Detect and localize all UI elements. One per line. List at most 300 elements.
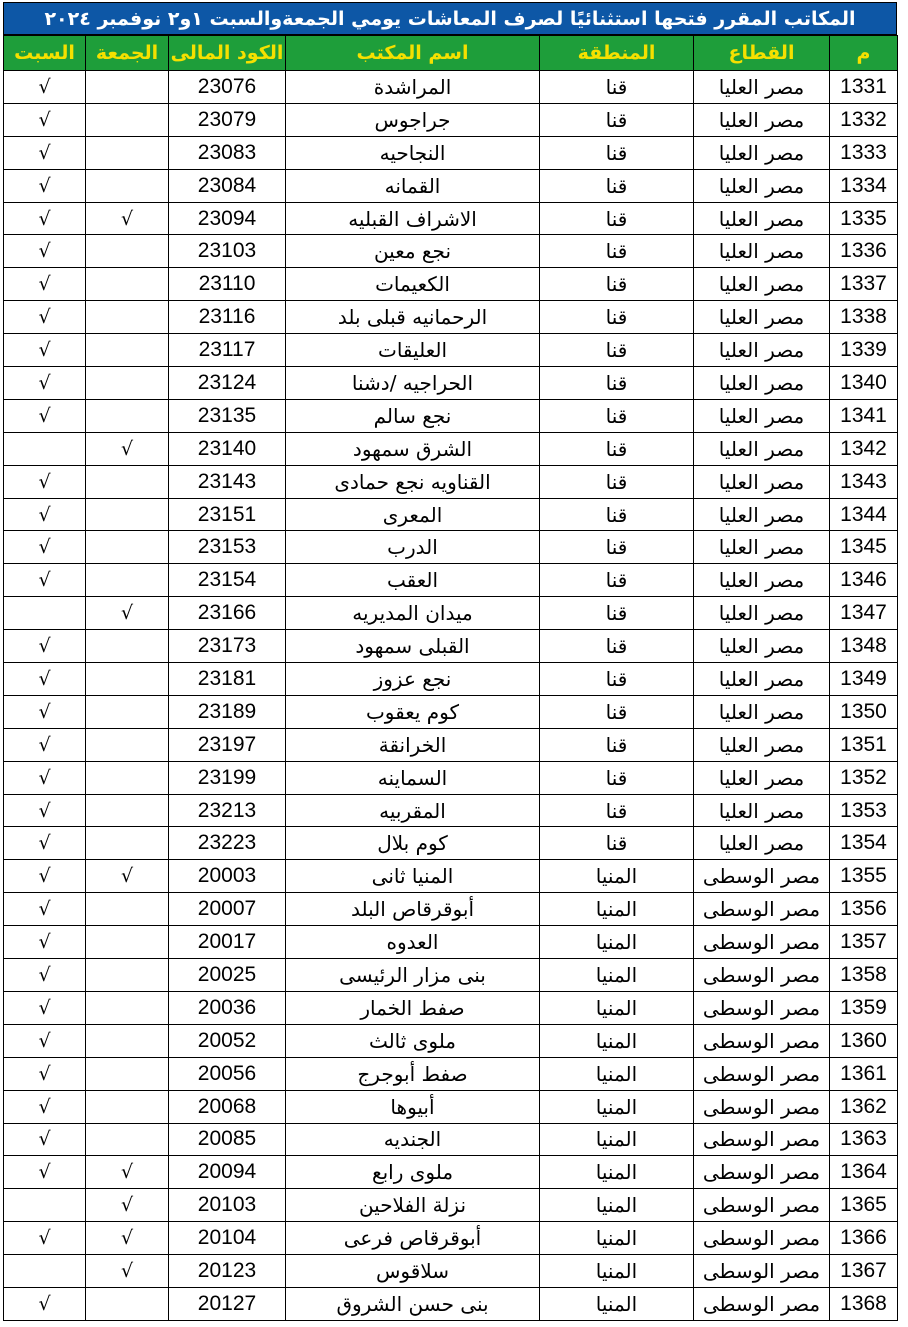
cell-num: 1334: [830, 169, 898, 202]
cell-num: 1368: [830, 1287, 898, 1320]
cell-code: 20103: [169, 1189, 286, 1222]
cell-saturday: √: [4, 399, 86, 432]
cell-num: 1346: [830, 564, 898, 597]
cell-region: قنا: [540, 761, 694, 794]
cell-saturday: [4, 432, 86, 465]
cell-num: 1358: [830, 959, 898, 992]
cell-office: السماينه: [286, 761, 540, 794]
cell-code: 23189: [169, 695, 286, 728]
cell-saturday: √: [4, 1090, 86, 1123]
cell-office: أبوقرقاص البلد: [286, 893, 540, 926]
cell-region: قنا: [540, 367, 694, 400]
cell-num: 1332: [830, 103, 898, 136]
cell-region: المنيا: [540, 959, 694, 992]
table-row: [4, 334, 898, 367]
cell-region: المنيا: [540, 860, 694, 893]
cell-friday: √: [86, 860, 169, 893]
cell-sector: مصر الوسطى: [694, 1123, 830, 1156]
cell-office: نجع سالم: [286, 399, 540, 432]
header-sector: القطاع: [694, 36, 830, 71]
cell-saturday: √: [4, 71, 86, 104]
cell-region: قنا: [540, 597, 694, 630]
cell-saturday: [4, 597, 86, 630]
cell-region: قنا: [540, 827, 694, 860]
cell-region: قنا: [540, 465, 694, 498]
cell-num: 1340: [830, 367, 898, 400]
cell-sector: مصر العليا: [694, 432, 830, 465]
cell-saturday: √: [4, 1287, 86, 1320]
cell-friday: [86, 827, 169, 860]
cell-sector: مصر العليا: [694, 761, 830, 794]
cell-saturday: √: [4, 334, 86, 367]
table-row: [4, 1123, 898, 1156]
cell-sector: مصر الوسطى: [694, 1255, 830, 1288]
cell-friday: [86, 1287, 169, 1320]
cell-saturday: √: [4, 860, 86, 893]
cell-code: 23173: [169, 630, 286, 663]
cell-num: 1364: [830, 1156, 898, 1189]
cell-num: 1331: [830, 71, 898, 104]
cell-region: قنا: [540, 103, 694, 136]
cell-region: قنا: [540, 202, 694, 235]
cell-friday: [86, 498, 169, 531]
cell-code: 20052: [169, 1024, 286, 1057]
cell-saturday: √: [4, 1222, 86, 1255]
cell-num: 1343: [830, 465, 898, 498]
cell-office: كوم بلال: [286, 827, 540, 860]
cell-friday: √: [86, 202, 169, 235]
cell-friday: [86, 169, 169, 202]
table-row: [4, 367, 898, 400]
cell-region: قنا: [540, 564, 694, 597]
cell-friday: √: [86, 1255, 169, 1288]
cell-sector: مصر الوسطى: [694, 1057, 830, 1090]
cell-office: المراشدة: [286, 71, 540, 104]
page-title: المكاتب المقرر فتحها استثنائيًا لصرف المعاشات يومي الجمعةوالسبت ١و٢ نوفمبر ٢٠٢٤: [3, 2, 897, 35]
cell-code: 23135: [169, 399, 286, 432]
cell-region: المنيا: [540, 1123, 694, 1156]
cell-friday: [86, 926, 169, 959]
table-row: [4, 498, 898, 531]
cell-code: 20017: [169, 926, 286, 959]
cell-saturday: √: [4, 564, 86, 597]
cell-sector: مصر العليا: [694, 235, 830, 268]
cell-region: قنا: [540, 235, 694, 268]
cell-num: 1362: [830, 1090, 898, 1123]
cell-sector: مصر الوسطى: [694, 959, 830, 992]
cell-code: 23083: [169, 136, 286, 169]
cell-saturday: √: [4, 827, 86, 860]
cell-saturday: √: [4, 268, 86, 301]
cell-office: ميدان المديريه: [286, 597, 540, 630]
cell-code: 20056: [169, 1057, 286, 1090]
cell-num: 1351: [830, 728, 898, 761]
cell-office: بنى مزار الرئيسى: [286, 959, 540, 992]
cell-code: 23084: [169, 169, 286, 202]
cell-office: المعرى: [286, 498, 540, 531]
table-row: [4, 959, 898, 992]
table-row: [4, 860, 898, 893]
cell-sector: مصر الوسطى: [694, 1222, 830, 1255]
cell-sector: مصر العليا: [694, 367, 830, 400]
table-row: [4, 827, 898, 860]
cell-region: قنا: [540, 301, 694, 334]
cell-office: الرحمانيه قبلى بلد: [286, 301, 540, 334]
cell-region: المنيا: [540, 926, 694, 959]
cell-code: 20104: [169, 1222, 286, 1255]
cell-code: 23154: [169, 564, 286, 597]
cell-saturday: [4, 1189, 86, 1222]
cell-friday: √: [86, 1222, 169, 1255]
cell-office: بنى حسن الشروق: [286, 1287, 540, 1320]
cell-num: 1342: [830, 432, 898, 465]
cell-sector: مصر العليا: [694, 564, 830, 597]
cell-code: 20127: [169, 1287, 286, 1320]
cell-office: صفط أبوجرج: [286, 1057, 540, 1090]
cell-num: 1363: [830, 1123, 898, 1156]
cell-code: 20123: [169, 1255, 286, 1288]
cell-saturday: √: [4, 103, 86, 136]
cell-num: 1352: [830, 761, 898, 794]
table-header-row: [4, 36, 898, 71]
cell-friday: [86, 728, 169, 761]
offices-table: [3, 35, 898, 1321]
cell-saturday: √: [4, 728, 86, 761]
cell-friday: [86, 630, 169, 663]
cell-office: القمانه: [286, 169, 540, 202]
cell-num: 1367: [830, 1255, 898, 1288]
cell-region: قنا: [540, 498, 694, 531]
cell-friday: [86, 959, 169, 992]
cell-friday: [86, 695, 169, 728]
cell-code: 23117: [169, 334, 286, 367]
table-row: [4, 202, 898, 235]
cell-office: أبيوها: [286, 1090, 540, 1123]
cell-num: 1347: [830, 597, 898, 630]
cell-sector: مصر الوسطى: [694, 926, 830, 959]
table-row: [4, 1024, 898, 1057]
cell-region: المنيا: [540, 1287, 694, 1320]
cell-office: الكعيمات: [286, 268, 540, 301]
cell-region: قنا: [540, 695, 694, 728]
cell-office: النجاحيه: [286, 136, 540, 169]
cell-office: ملوى ثالث: [286, 1024, 540, 1057]
cell-num: 1353: [830, 794, 898, 827]
cell-region: المنيا: [540, 1057, 694, 1090]
cell-office: الشرق سمهود: [286, 432, 540, 465]
cell-sector: مصر العليا: [694, 71, 830, 104]
cell-office: جراجوس: [286, 103, 540, 136]
cell-sector: مصر العليا: [694, 531, 830, 564]
cell-sector: مصر العليا: [694, 695, 830, 728]
cell-region: المنيا: [540, 1024, 694, 1057]
cell-saturday: √: [4, 663, 86, 696]
cell-num: 1344: [830, 498, 898, 531]
cell-sector: مصر العليا: [694, 728, 830, 761]
offices-sheet: [3, 2, 897, 1321]
cell-code: 23151: [169, 498, 286, 531]
cell-sector: مصر العليا: [694, 268, 830, 301]
cell-office: المنيا ثانى: [286, 860, 540, 893]
cell-code: 23094: [169, 202, 286, 235]
cell-sector: مصر العليا: [694, 103, 830, 136]
table-row: [4, 663, 898, 696]
cell-code: 20025: [169, 959, 286, 992]
cell-sector: مصر العليا: [694, 334, 830, 367]
cell-sector: مصر الوسطى: [694, 991, 830, 1024]
table-row: [4, 1255, 898, 1288]
cell-code: 23079: [169, 103, 286, 136]
table-row: [4, 268, 898, 301]
table-row: [4, 399, 898, 432]
cell-friday: [86, 235, 169, 268]
cell-friday: [86, 136, 169, 169]
cell-num: 1345: [830, 531, 898, 564]
cell-office: سلاقوس: [286, 1255, 540, 1288]
cell-saturday: √: [4, 695, 86, 728]
cell-sector: مصر العليا: [694, 169, 830, 202]
cell-num: 1356: [830, 893, 898, 926]
table-row: [4, 432, 898, 465]
header-saturday: السبت: [4, 36, 86, 71]
cell-region: قنا: [540, 399, 694, 432]
cell-sector: مصر الوسطى: [694, 1287, 830, 1320]
cell-region: المنيا: [540, 1255, 694, 1288]
cell-sector: مصر العليا: [694, 597, 830, 630]
cell-saturday: √: [4, 235, 86, 268]
cell-num: 1341: [830, 399, 898, 432]
cell-code: 20007: [169, 893, 286, 926]
cell-region: قنا: [540, 728, 694, 761]
header-office: اسم المكتب: [286, 36, 540, 71]
cell-office: نجع معين: [286, 235, 540, 268]
cell-friday: √: [86, 432, 169, 465]
cell-code: 20068: [169, 1090, 286, 1123]
cell-region: المنيا: [540, 1090, 694, 1123]
table-row: [4, 1222, 898, 1255]
cell-sector: مصر العليا: [694, 202, 830, 235]
cell-saturday: √: [4, 202, 86, 235]
table-row: [4, 794, 898, 827]
cell-code: 23140: [169, 432, 286, 465]
cell-code: 23197: [169, 728, 286, 761]
cell-saturday: √: [4, 991, 86, 1024]
table-row: [4, 1057, 898, 1090]
cell-sector: مصر الوسطى: [694, 1090, 830, 1123]
cell-friday: [86, 991, 169, 1024]
cell-num: 1335: [830, 202, 898, 235]
cell-region: المنيا: [540, 1222, 694, 1255]
cell-sector: مصر الوسطى: [694, 1189, 830, 1222]
header-code: الكود المالى: [169, 36, 286, 71]
cell-region: قنا: [540, 169, 694, 202]
header-region: المنطقة: [540, 36, 694, 71]
cell-sector: مصر العليا: [694, 465, 830, 498]
table-row: [4, 926, 898, 959]
cell-region: المنيا: [540, 1189, 694, 1222]
cell-region: قنا: [540, 663, 694, 696]
cell-region: المنيا: [540, 991, 694, 1024]
cell-code: 20094: [169, 1156, 286, 1189]
cell-region: قنا: [540, 794, 694, 827]
cell-sector: مصر الوسطى: [694, 860, 830, 893]
cell-friday: [86, 531, 169, 564]
cell-code: 23124: [169, 367, 286, 400]
table-row: [4, 301, 898, 334]
cell-office: العدوه: [286, 926, 540, 959]
cell-friday: [86, 301, 169, 334]
cell-office: المقربيه: [286, 794, 540, 827]
cell-num: 1354: [830, 827, 898, 860]
cell-num: 1355: [830, 860, 898, 893]
cell-num: 1350: [830, 695, 898, 728]
cell-friday: √: [86, 597, 169, 630]
cell-saturday: √: [4, 630, 86, 663]
cell-saturday: √: [4, 761, 86, 794]
cell-num: 1359: [830, 991, 898, 1024]
table-row: [4, 761, 898, 794]
cell-num: 1349: [830, 663, 898, 696]
cell-num: 1360: [830, 1024, 898, 1057]
table-row: [4, 728, 898, 761]
cell-num: 1333: [830, 136, 898, 169]
cell-region: قنا: [540, 432, 694, 465]
cell-office: ملوى رابع: [286, 1156, 540, 1189]
table-row: [4, 1156, 898, 1189]
cell-saturday: √: [4, 794, 86, 827]
cell-office: الدرب: [286, 531, 540, 564]
cell-sector: مصر العليا: [694, 663, 830, 696]
cell-num: 1365: [830, 1189, 898, 1222]
table-body: [4, 71, 898, 1321]
cell-saturday: √: [4, 1123, 86, 1156]
header-num: م: [830, 36, 898, 71]
cell-friday: [86, 268, 169, 301]
cell-saturday: √: [4, 531, 86, 564]
cell-friday: [86, 761, 169, 794]
cell-code: 23076: [169, 71, 286, 104]
table-row: [4, 1189, 898, 1222]
cell-friday: [86, 794, 169, 827]
cell-sector: مصر العليا: [694, 136, 830, 169]
cell-code: 23110: [169, 268, 286, 301]
cell-office: الخرانقة: [286, 728, 540, 761]
cell-office: العليقات: [286, 334, 540, 367]
cell-friday: [86, 564, 169, 597]
cell-sector: مصر الوسطى: [694, 1156, 830, 1189]
cell-sector: مصر العليا: [694, 399, 830, 432]
table-row: [4, 1090, 898, 1123]
cell-friday: [86, 1057, 169, 1090]
table-row: [4, 531, 898, 564]
cell-num: 1336: [830, 235, 898, 268]
table-row: [4, 1287, 898, 1320]
cell-code: 23116: [169, 301, 286, 334]
table-row: [4, 695, 898, 728]
table-row: [4, 465, 898, 498]
cell-office: القبلى سمهود: [286, 630, 540, 663]
cell-code: 23166: [169, 597, 286, 630]
cell-sector: مصر الوسطى: [694, 1024, 830, 1057]
cell-region: المنيا: [540, 1156, 694, 1189]
cell-sector: مصر العليا: [694, 827, 830, 860]
cell-num: 1366: [830, 1222, 898, 1255]
cell-code: 23223: [169, 827, 286, 860]
cell-num: 1337: [830, 268, 898, 301]
cell-friday: [86, 893, 169, 926]
cell-saturday: √: [4, 1057, 86, 1090]
cell-office: القناويه نجع حمادى: [286, 465, 540, 498]
table-row: [4, 597, 898, 630]
table-row: [4, 169, 898, 202]
cell-office: أبوقرقاص فرعى: [286, 1222, 540, 1255]
cell-code: 23103: [169, 235, 286, 268]
cell-sector: مصر العليا: [694, 794, 830, 827]
cell-sector: مصر العليا: [694, 301, 830, 334]
cell-office: الجنديه: [286, 1123, 540, 1156]
cell-num: 1361: [830, 1057, 898, 1090]
cell-code: 20085: [169, 1123, 286, 1156]
cell-friday: [86, 465, 169, 498]
cell-friday: [86, 1024, 169, 1057]
cell-saturday: √: [4, 136, 86, 169]
cell-saturday: √: [4, 367, 86, 400]
cell-num: 1338: [830, 301, 898, 334]
cell-office: الحراجيه /دشنا: [286, 367, 540, 400]
cell-saturday: √: [4, 169, 86, 202]
cell-saturday: √: [4, 301, 86, 334]
cell-num: 1339: [830, 334, 898, 367]
cell-sector: مصر الوسطى: [694, 893, 830, 926]
cell-saturday: √: [4, 959, 86, 992]
cell-saturday: √: [4, 498, 86, 531]
table-row: [4, 71, 898, 104]
header-friday: الجمعة: [86, 36, 169, 71]
table-row: [4, 136, 898, 169]
cell-code: 20003: [169, 860, 286, 893]
cell-office: كوم يعقوب: [286, 695, 540, 728]
cell-code: 20036: [169, 991, 286, 1024]
cell-num: 1348: [830, 630, 898, 663]
cell-friday: [86, 367, 169, 400]
cell-office: صفط الخمار: [286, 991, 540, 1024]
cell-saturday: √: [4, 465, 86, 498]
table-row: [4, 103, 898, 136]
cell-office: نزلة الفلاحين: [286, 1189, 540, 1222]
table-row: [4, 893, 898, 926]
cell-saturday: √: [4, 926, 86, 959]
cell-office: نجع عزوز: [286, 663, 540, 696]
cell-saturday: √: [4, 893, 86, 926]
cell-sector: مصر العليا: [694, 630, 830, 663]
table-row: [4, 235, 898, 268]
cell-code: 23143: [169, 465, 286, 498]
cell-sector: مصر العليا: [694, 498, 830, 531]
cell-office: العقب: [286, 564, 540, 597]
cell-friday: [86, 663, 169, 696]
cell-friday: [86, 71, 169, 104]
cell-region: قنا: [540, 334, 694, 367]
cell-saturday: √: [4, 1024, 86, 1057]
cell-region: قنا: [540, 71, 694, 104]
cell-code: 23199: [169, 761, 286, 794]
cell-friday: [86, 1123, 169, 1156]
cell-friday: √: [86, 1156, 169, 1189]
cell-friday: [86, 334, 169, 367]
table-row: [4, 991, 898, 1024]
cell-code: 23213: [169, 794, 286, 827]
table-row: [4, 630, 898, 663]
